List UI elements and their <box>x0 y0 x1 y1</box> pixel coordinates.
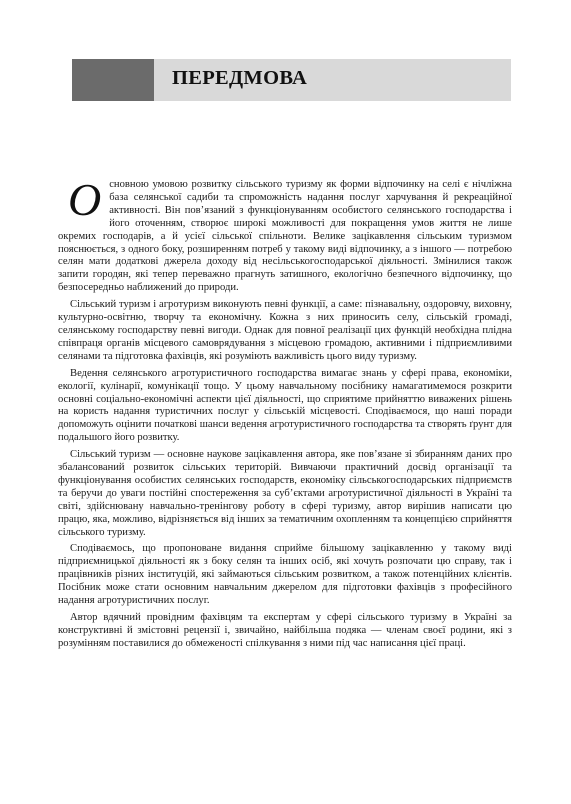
heading-banner-accent <box>72 59 154 101</box>
paragraph: Ведення селянського агротуристичного господарства вимагає знань у сфері права, економіки, екології, кулінарії, комунікації тощо. У цьому навчальному посібнику намагатимемося розкрити основні соціально-економічні аспекти цієї діяльності, що сприятиме прийняттю виважених рішень на користь надання туристичних послуг у сільській місцевості. Сподіваємося, що наші поради допоможуть оцінити початкові шанси ведення агротуристичного господарства та створять ґрунт для подальшого його розвитку. <box>58 367 512 444</box>
paragraph-text: сновною умовою розвитку сільського туризму як форми відпочинку на селі є нічліжна база селянської садиби та спроможність надання послуг харчування й рекреаційної активності. Він пов’язаний з функціонуванням особистого селянського господарства і його оточенням, створює широкі можливості для покращення умов життя не лише окремих господарів, а й усієї сільської спільноти. Велике зацікавлення сільським туризмом пояснюється, з одного боку, розширенням потреб у такому виді відпочинку, а з іншого — потребою селян мати додаткові джерела доходу від несільськогосподарської діяльності. Змінилися також запити городян, які тепер переважно прагнуть затишного, екологічно безпечного відпочинку, що безпосередньо наближений до природи. <box>58 179 512 294</box>
preface-body <box>58 174 512 651</box>
paragraph <box>58 174 512 295</box>
dropcap-letter: О <box>68 174 102 225</box>
page-title: ПЕРЕДМОВА <box>172 67 308 89</box>
paragraph: Автор вдячний провідним фахівцям та експертам у сфері сільського туризму в Україні за конструктивні й змістовні рецензії і, звичайно, найбільша подяка — членам своєї родини, які з розумінням поставилися до обмеженості спілкування з ними під час написання цієї праці. <box>58 612 512 649</box>
paragraph: Сільський туризм — основне наукове зацікавлення автора, яке пов’язане зі збиранням даних про збалансований розвиток сільських територій. Вивчаючи практичний досвід організації та функціонування особистих селянських господарств, економіку сільськогосподарських підприємств та беручи до уваги постійні спостереження за суб’єктами агротуристичної діяльності в Україні та світі, здійснювану навчально-тренінгову роботу в сфері туризму, автор вирішив написати цю працю, яка, можливо, відрізняється від інших за тематичним охопленням та концепцією сприйняття сільського туризму. <box>58 449 512 538</box>
paragraph: Сподіваємось, що пропоноване видання сприйме більшому зацікавленню у такому виді підприємницької діяльності як з боку селян та інших осіб, які хочуть розпочати цю справу, так і працівників різних інституцій, які займаються сільським розвитком, а також потенційних клієнтів. Посібник може стати основним навчальним джерелом для підготовки фахівців з професійного надання агротуристичних послуг. <box>58 543 512 607</box>
paragraph: Сільський туризм і агротуризм виконують певні функції, а саме: пізнавальну, оздоровчу, виховну, культурно-освітню, творчу та економічну. Кожна з них приносить селу, сільській громаді, селянському господарству певні вигоди. Однак для повної реалізації цих функцій необхідна плідна співпраця органів місцевого самоврядування з місцевою громадою, активними і підприємливими селянами та підготовка фахівців, які розуміють важливість цього виду туризму. <box>58 299 512 362</box>
